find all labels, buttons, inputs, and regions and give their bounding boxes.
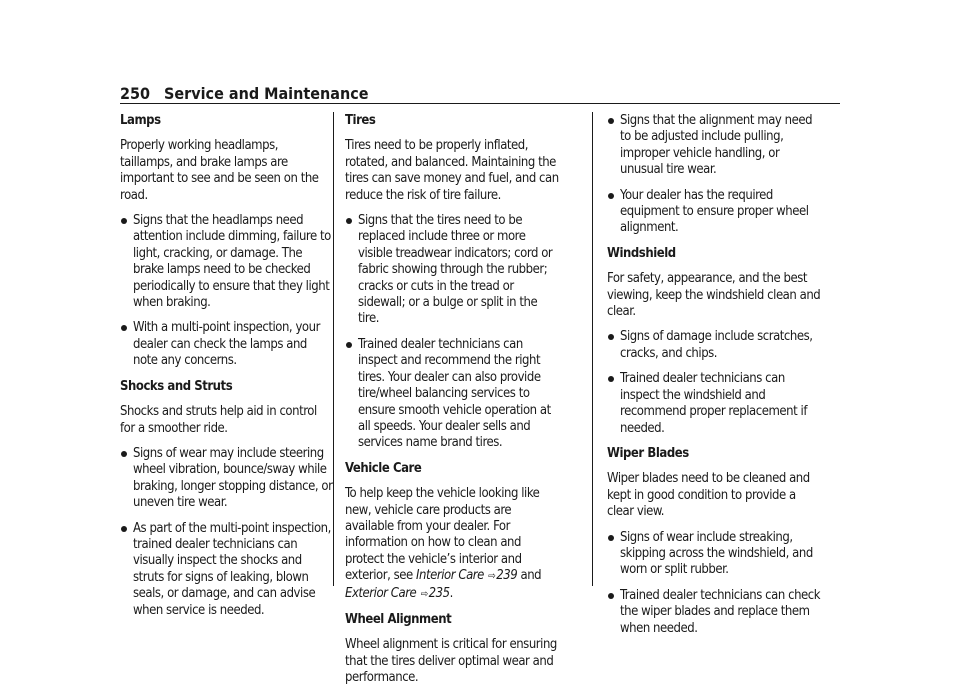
- lamps-intro: Properly working headlamps, taillamps, and brake lamps are important to see and be seen on the road.: [120, 138, 319, 203]
- interior-care-link[interactable]: Interior Care ⇨239: [416, 568, 518, 584]
- vehicle-care-text: [345, 486, 559, 603]
- windshield-intro: For safety, appearance, and the best viewing, keep the windshield clean and clear.: [607, 271, 821, 320]
- shocks-heading: Shocks and Struts: [120, 378, 233, 394]
- vehicle-care-body: To help keep the vehicle looking like new, vehicle care products are available from your dealer. For information on how to clean and protect the vehicle’s interior and exterior, see: [345, 486, 540, 584]
- windshield-list: [607, 329, 821, 436]
- list-item: With a multi-point inspection, your dealer can check the lamps and note any concerns.: [120, 320, 334, 369]
- page-header: [120, 84, 840, 102]
- shocks-list: [120, 446, 334, 619]
- wiper-blades-heading: Wiper Blades: [607, 445, 689, 461]
- wiper-blades-intro: Wiper blades need to be cleaned and kept in good condition to provide a clear view.: [607, 471, 810, 520]
- list-item: Trained dealer technicians can check the wiper blades and replace them when needed.: [607, 588, 821, 637]
- vehicle-care-heading: Vehicle Care: [345, 460, 422, 476]
- page-number: 250: [120, 84, 151, 103]
- lamps-list: [120, 213, 334, 370]
- column-left: [120, 113, 334, 628]
- wiper-list: [607, 530, 821, 637]
- page-arrow-icon: ⇨: [420, 588, 428, 600]
- list-item: As part of the multi-point inspection, trained dealer technicians can visually inspect the shocks and struts for signs of leaking, blown seals, or damage, and can advise when service is needed.: [120, 521, 334, 619]
- shocks-intro: Shocks and struts help aid in control for a smoother ride.: [120, 404, 317, 436]
- wheel-alignment-heading: Wheel Alignment: [345, 611, 452, 627]
- column-right: [607, 113, 821, 646]
- lamps-heading: Lamps: [120, 113, 161, 128]
- list-item: Signs that the alignment may need to be adjusted include pulling, improper vehicle handling, or unusual tire wear.: [607, 113, 821, 179]
- windshield-heading: Windshield: [607, 245, 676, 261]
- column-middle: [345, 113, 559, 696]
- section-title: Service and Maintenance: [164, 84, 369, 103]
- list-item: Signs of wear include streaking, skipping across the windshield, and worn or split rubber.: [607, 530, 821, 579]
- wheel-alignment-text: Wheel alignment is critical for ensuring that the tires deliver optimal wear and performance.: [345, 637, 557, 686]
- list-item: Signs of damage include scratches, cracks, and chips.: [607, 329, 821, 362]
- list-item: Signs of wear may include steering wheel vibration, bounce/sway while braking, longer stopping distance, or uneven tire wear.: [120, 446, 334, 512]
- list-item: Trained dealer technicians can inspect the windshield and recommend proper replacement if needed.: [607, 371, 821, 437]
- exterior-care-link[interactable]: Exterior Care ⇨235: [345, 585, 450, 601]
- list-item: Signs that the tires need to be replaced include three or more visible treadwear indicators; cord or fabric showing through the rubber; cracks or cuts in the tread or sidewall; or a bulge or split in the tire.: [345, 213, 559, 328]
- list-item: Trained dealer technicians can inspect and recommend the right tires. Your dealer can also provide tire/wheel balancing services to ensure smooth vehicle operation at all speeds. Your dealer sells and services name brand tires.: [345, 337, 559, 452]
- list-item: Signs that the headlamps need attention include dimming, failure to light, cracking, or damage. The brake lamps need to be checked periodically to ensure that they light when braking.: [120, 213, 334, 311]
- period: .: [449, 585, 453, 601]
- list-item: Your dealer has the required equipment to ensure proper wheel alignment.: [607, 188, 821, 237]
- tires-list: [345, 213, 559, 452]
- header-rule: [120, 103, 840, 104]
- tires-intro: Tires need to be properly inflated, rotated, and balanced. Maintaining the tires can save money and fuel, and can reduce the risk of tire failure.: [345, 138, 559, 203]
- column-divider: [333, 112, 334, 586]
- and-word: and: [520, 568, 542, 584]
- alignment-list: [607, 113, 821, 237]
- column-divider: [592, 112, 593, 586]
- tires-heading: Tires: [345, 113, 376, 128]
- page-arrow-icon: ⇨: [488, 571, 496, 583]
